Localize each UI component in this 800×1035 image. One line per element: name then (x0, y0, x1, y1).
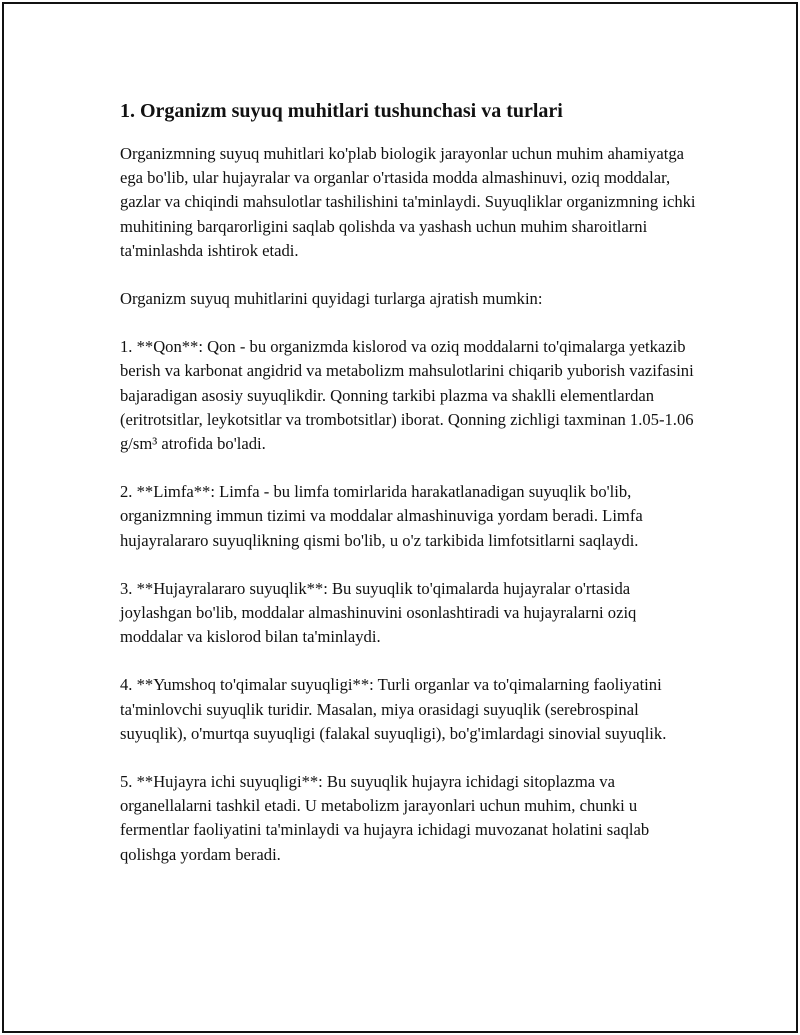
list-item-lymph: 2. **Limfa**: Limfa - bu limfa tomirlarida harakatlanadigan suyuqlik bo'lib, organizmning immun tizimi va moddalar almashinuviga yordam beradi. Limfa hujayralararo suyuqlikning qismi bo'lib, u o'z tarkibida limfotsitlarni saqlaydi. (120, 482, 643, 550)
classification-paragraph: Organizm suyuq muhitlarini quyidagi turlarga ajratish mumkin: (120, 289, 543, 309)
list-item-intracellular-fluid: 5. **Hujayra ichi suyuqligi**: Bu suyuqlik hujayra ichidagi sitoplazma va organellalarni tashkil etadi. U metabolizm jarayonlari uchun muhim, chunki u fermentlar faoliyatini ta'minlaydi va hujayra ichidagi muvozanat holatini saqlab qolishga yordam beradi. (120, 772, 650, 864)
document-body (120, 90, 700, 891)
intro-paragraph: Organizmning suyuq muhitlari ko'plab biologik jarayonlar uchun muhim ahamiyatga ega bo'lib, ular hujayralar va organlar o'rtasida modda almashinuvi, oziq moddalar, gazlar va chiqindi mahsulotlar tashilishini ta'minlaydi. Suyuqliklar organizmning ichki muhitining barqarorligini saqlab qolishda va yashash uchun muhim sharoitlarni ta'minlashda ishtirok etadi. (120, 144, 696, 260)
page-frame (2, 2, 798, 1033)
list-item-interstitial-fluid: 3. **Hujayralararo suyuqlik**: Bu suyuqlik to'qimalarda hujayralar o'rtasida joylashgan bo'lib, moddalar almashinuvini osonlashtiradi va hujayralarni oziq moddalar va kislorod bilan ta'minlaydi. (120, 578, 637, 647)
list-item-soft-tissue-fluid: 4. **Yumshoq to'qimalar suyuqligi**: Turli organlar va to'qimalarning faoliyatini ta'minlovchi suyuqlik turidir. Masalan, miya orasidagi suyuqlik (serebrospinal suyuqlik), o'murtqa suyuqligi (falakal suyuqligi), bo'g'imlardagi sinovial suyuqlik. (120, 675, 667, 743)
document-heading: 1. Organizm suyuq muhitlari tushunchasi va turlari (120, 100, 563, 122)
list-item-blood: 1. **Qon**: Qon - bu organizmda kislorod va oziq moddalarni to'qimalarga yetkazib berish va karbonat angidrid va metabolizm mahsulotlarini chiqarib yuborish vazifasini bajaradigan asosiy suyuqlikdir. Qonning tarkibi plazma va shaklli elementlardan (eritrotsitlar, leykotsitlar va trombotsitlar) iborat. Qonning zichligi taxminan 1.05-1.06 g/sm³ atrofida bo'ladi. (120, 337, 694, 454)
